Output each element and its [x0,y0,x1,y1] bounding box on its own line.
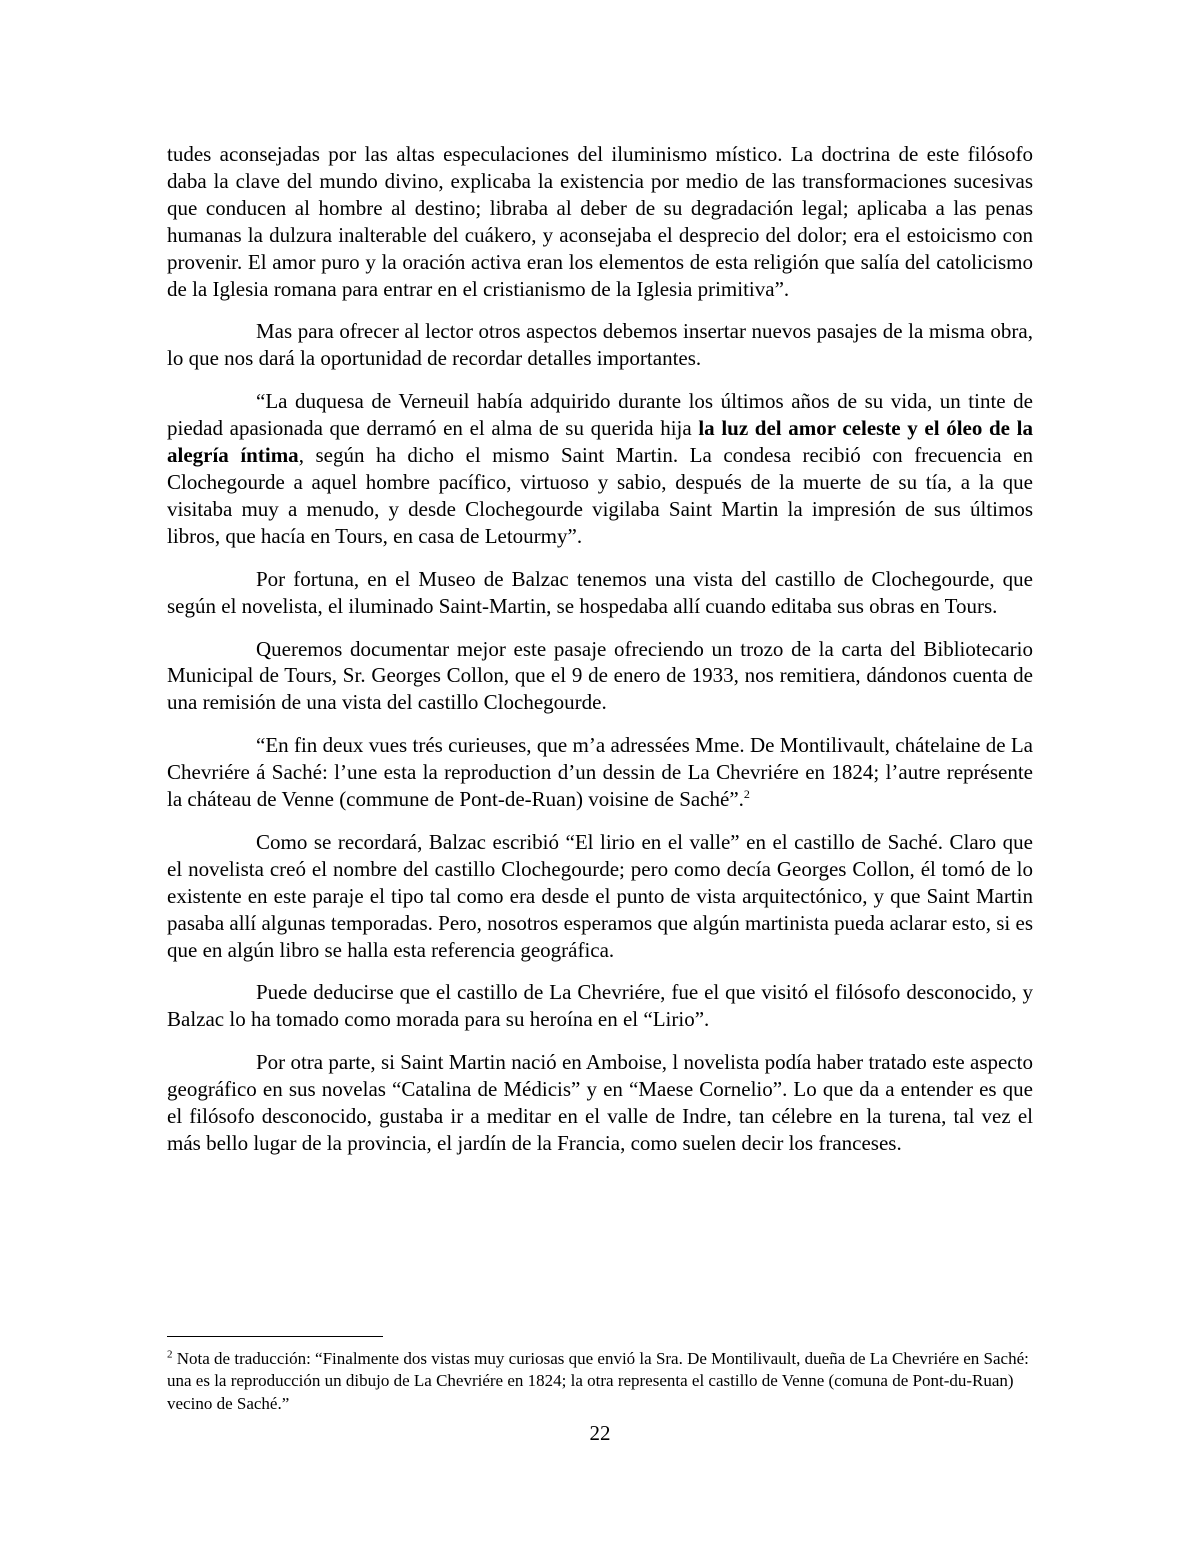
paragraph-4: Por fortuna, en el Museo de Balzac tenemos una vista del castillo de Clochegourde, que según el novelista, el iluminado Saint-Martin, se hospedaba allí cuando editaba sus obras en Tours. [167,566,1033,618]
paragraph-6 [167,732,1033,813]
paragraph-8: Puede deducirse que el castillo de La Chevriére, fue el que visitó el filósofo desconocido, y Balzac lo ha tomado como morada para su heroína en el “Lirio”. [167,980,1033,1032]
footnote-text: Nota de traducción: “Finalmente dos vistas muy curiosas que envió la Sra. De Montilivault, dueña de La Chevriére en Saché: una es la reproducción un dibujo de La Chevriére en 1824; la otra representa el castillo de Venne (comuna de Pont-du-Ruan) vecino de Saché.” [167,1349,1029,1413]
paragraph-3-bold-text: la luz del amor celeste y el óleo de la alegría íntima [167,416,1033,468]
page-body [167,141,1033,1173]
page-number: 22 [589,1421,611,1445]
paragraph-3 [167,388,1033,549]
paragraph-9: Por otra parte, si Saint Martin nació en Amboise, l novelista podía haber tratado este aspecto geográfico en sus novelas “Catalina de Médicis” y en “Maese Cornelio”. Lo que da a entender es que el filósofo desconocido, gustaba ir a meditar en el valle de Indre, tan célebre en la turena, tal vez el más bello lugar de la provincia, el jardín de la Francia, como suelen decir los franceses. [167,1050,1033,1155]
footnote [167,1348,1033,1415]
footnote-number: 2 [167,1348,173,1361]
paragraph-3-text-a: “La duquesa de Verneuil había adquirido durante los últimos años de su vida, un tinte de piedad apasionada que derramó en el alma de su querida hija [167,389,1033,441]
paragraph-7: Como se recordará, Balzac escribió “El lirio en el valle” en el castillo de Saché. Claro que el novelista creó el nombre del castillo Clochegourde; pero como decía Georges Collon, él tomó de lo existente en este paraje el tipo tal como era desde el punto de vista arquitectónico, y que Saint Martin pasaba allí algunas temporadas. Pero, nosotros esperamos que algún martinista pueda aclarar esto, si es que en algún libro se halla esta referencia geográfica. [167,829,1033,962]
footnote-divider [167,1336,383,1337]
paragraph-2: Mas para ofrecer al lector otros aspectos debemos insertar nuevos pasajes de la misma obra, lo que nos dará la oportunidad de recordar detalles importantes. [167,319,1033,371]
footnote-reference[interactable]: 2 [743,787,750,802]
paragraph-5: Queremos documentar mejor este pasaje ofreciendo un trozo de la carta del Bibliotecario Municipal de Tours, Sr. Georges Collon, que el 9 de enero de 1933, nos remitiera, dándonos cuenta de una remisión de una vista del castillo Clochegourde. [167,636,1033,715]
paragraph-6-text: “En fin deux vues trés curieuses, que m’a adressées Mme. De Montilivault, chátelaine de La Chevriére á Saché: l’une esta la reproduction d’un dessin de La Chevriére en 1824; l’autre représente la cháteau de Venne (commune de Pont-de-Ruan) voisine de Saché”. [167,733,1033,812]
paragraph-3-text-b: , según ha dicho el mismo Saint Martin. La condesa recibió con frecuencia en Clochegourde a aquel hombre pacífico, virtuoso y sabio, después de la muerte de su tía, a la que visitaba muy a menudo, y desde Clochegourde vigilaba Saint Martin la impresión de sus últimos libros, que hacía en Tours, en casa de Letourmy”. [167,443,1033,548]
paragraph-1: tudes aconsejadas por las altas especulaciones del iluminismo místico. La doctrina de este filósofo daba la clave del mundo divino, explicaba la existencia por medio de las transformaciones sucesivas que conducen al hombre al destino; libraba al deber de su degradación legal; aplicaba a las penas humanas la dulzura inalterable del cuákero, y aconsejaba el desprecio del dolor; era el estoicismo con provenir. El amor puro y la oración activa eran los elementos de esta religión que salía del catolicismo de la Iglesia romana para entrar en el cristianismo de la Iglesia primitiva”. [167,142,1033,301]
